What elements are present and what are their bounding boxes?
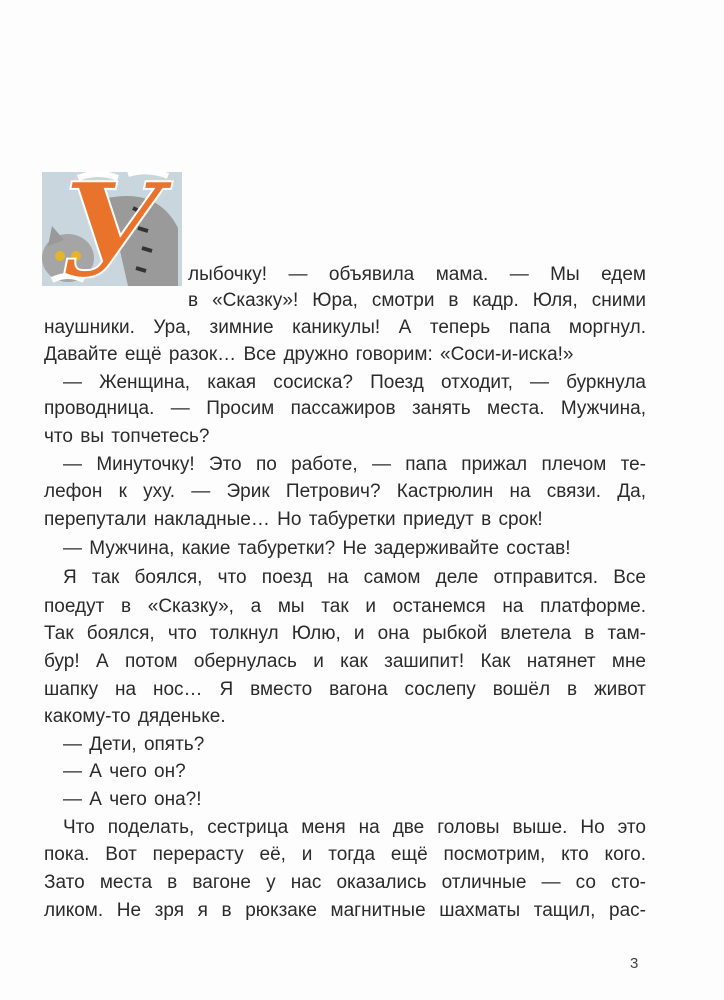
text-line: перепутали накладные… Но табуретки приедут в срок! — [44, 509, 543, 530]
text-line: — А чего она?! — [63, 789, 202, 810]
text-line: в «Сказку»! Юра, смотри в кадр. Юля, сними — [188, 290, 646, 311]
page-number: 3 — [630, 955, 639, 972]
text-line: — А чего он? — [63, 761, 186, 782]
text-line: — Дети, опять? — [63, 734, 205, 755]
svg-text:У: У — [59, 168, 165, 290]
text-line: — Женщина, какая сосиска? Поезд отходит, — буркнула — [63, 372, 646, 393]
text-line: Зато места в вагоне у нас оказались отличные — со сто- — [44, 872, 646, 893]
text-line: Что поделать, сестрица меня на две головы выше. Но это — [63, 817, 646, 838]
text-line: Я так боялся, что поезд на самом деле отправится. Все — [63, 567, 646, 588]
text-line: что вы топчетесь? — [44, 426, 210, 447]
text-line: Так боялся, что толкнул Юлю, и она рыбкой влетела в там- — [44, 623, 646, 644]
text-line: лефон к уху. — Эрик Петрович? Кастрюлин на связи. Да, — [44, 481, 646, 502]
drop-cap-illustration — [38, 168, 186, 290]
text-line: Давайте ещё разок… Все дружно говорим: «Соси-и-иска!» — [44, 344, 574, 365]
text-line: — Минуточку! Это по работе, — папа прижал плечом те- — [63, 454, 646, 475]
text-line: пока. Вот перерасту её, и тогда ещё посмотрим, кто кого. — [44, 844, 646, 865]
text-line: какому-то дяденьке. — [44, 706, 226, 727]
text-line: поедут в «Сказку», а мы так и останемся на платформе. — [44, 596, 646, 617]
drop-cap-cat-icon — [38, 168, 186, 290]
text-line: шапку на нос… Я вместо вагона сослепу вошёл в живот — [44, 679, 646, 700]
text-line: бур! А потом обернулась и как зашипит! Как натянет мне — [44, 651, 646, 672]
text-line: наушники. Ура, зимние каникулы! А теперь папа моргнул. — [44, 317, 646, 338]
text-line: лыбочку! — объявила мама. — Мы едем — [188, 264, 646, 285]
text-line: ликом. Не зря я в рюкзаке магнитные шахматы тащил, рас- — [44, 900, 646, 921]
text-line: — Мужчина, какие табуретки? Не задерживайте состав! — [63, 538, 571, 559]
text-line: проводница. — Просим пассажиров занять места. Мужчина, — [44, 398, 646, 419]
